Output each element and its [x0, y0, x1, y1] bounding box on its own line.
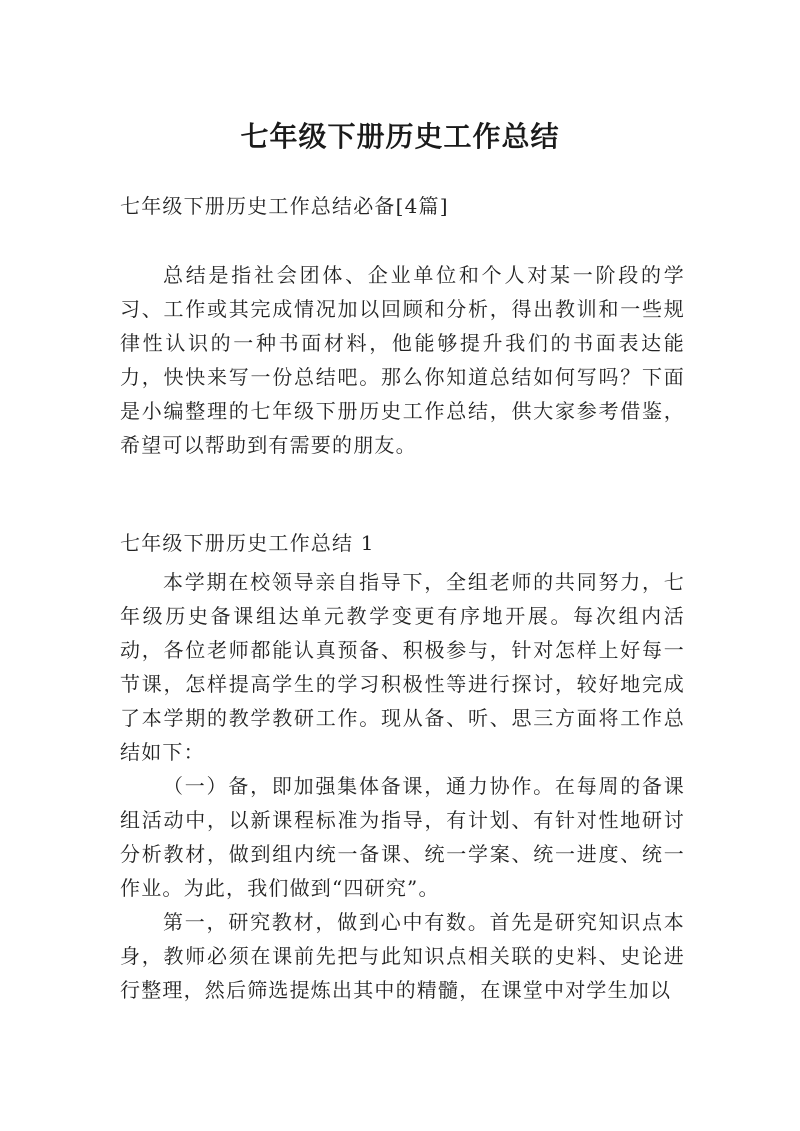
section-heading: 七年级下册历史工作总结 1 [120, 531, 375, 555]
intro-paragraph: 总结是指社会团体、企业单位和个人对某一阶段的学习、工作或其完成情况加以回顾和分析，得出教训和一些规律性认识的一种书面材料，他能够提升我们的书面表达能力，快快来写一份总结吧。那么你知道总结如何写吗？下面是小编整理的七年级下册历史工作总结，供大家参考借鉴，希望可以帮助到有需要的朋友。 [120, 263, 685, 457]
body-paragraph: 本学期在校领导亲自指导下，全组老师的共同努力，七年级历史备课组达单元教学变更有序地开展。每次组内活动，各位老师都能认真预备、积极参与，针对怎样上好每一节课，怎样提高学生的学习积极性等进行探讨，较好地完成了本学期的教学教研工作。现从备、听、思三方面将工作总结如下： [120, 570, 685, 764]
body-paragraph: （一）备，即加强集体备课，通力协作。在每周的备课组活动中，以新课程标准为指导，有计划、有针对性地研讨分析教材，做到组内统一备课、统一学案、统一进度、统一作业。为此，我们做到“四研究”。 [120, 774, 685, 900]
section-body [120, 565, 685, 1007]
body-paragraph: 第一，研究教材，做到心中有数。首先是研究知识点本身，教师必须在课前先把与此知识点相关联的史料、史论进行整理，然后筛选提炼出其中的精髓，在课堂中对学生加以 [120, 910, 685, 1002]
document-title: 七年级下册历史工作总结 [240, 119, 560, 153]
document-subtitle: 七年级下册历史工作总结必备[4篇] [120, 194, 449, 218]
